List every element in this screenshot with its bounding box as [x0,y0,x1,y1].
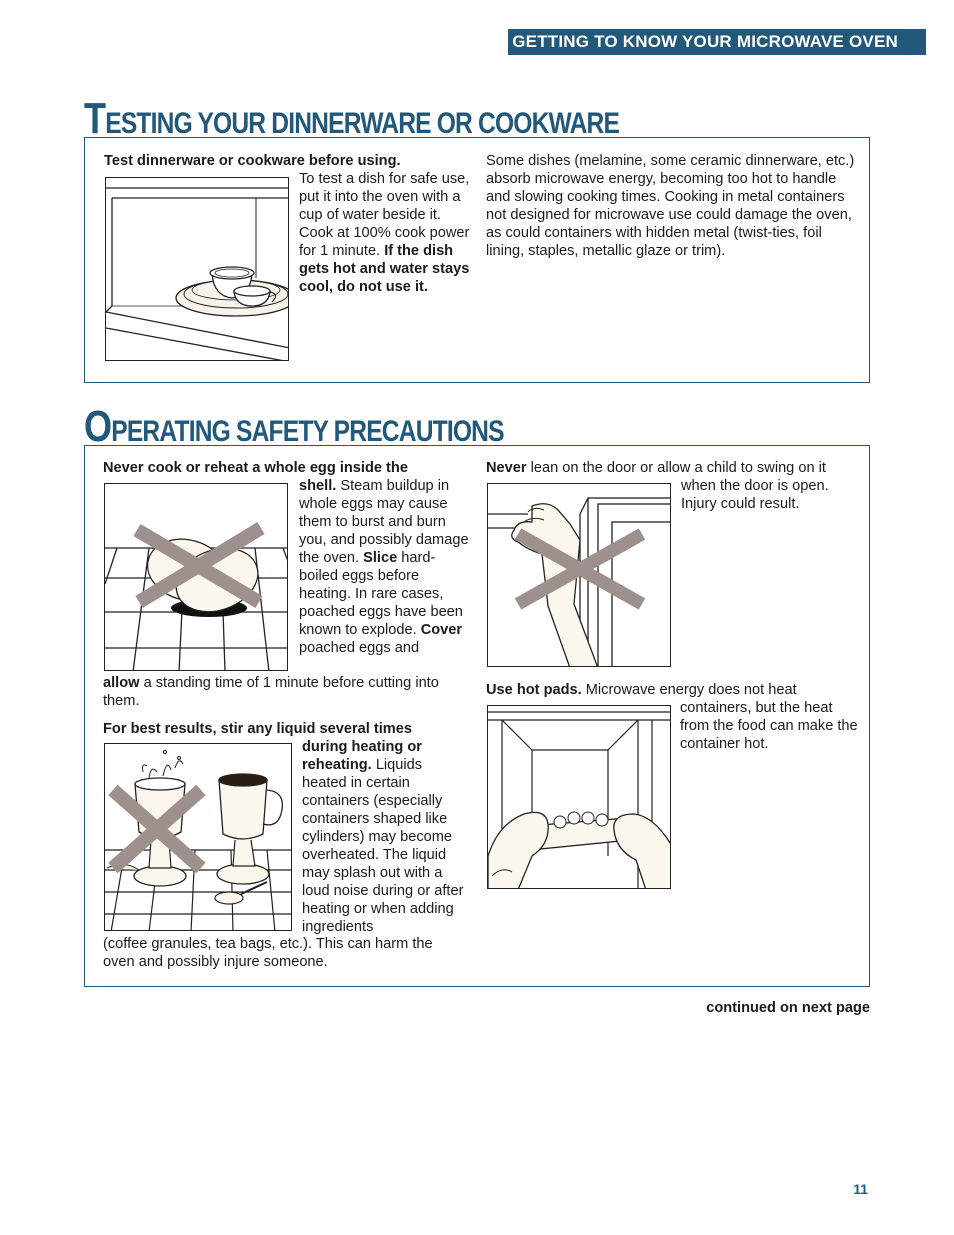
egg-body-cont: allow a standing time of 1 minute before cutting into them. [103,675,439,709]
title-rest: ESTING YOUR DINNERWARE OR COOKWARE [105,107,620,140]
egg-lead: Never cook or reheat a whole egg inside the [103,460,408,476]
continued-note: continued on next page [706,1000,870,1016]
section-header-bar: GETTING TO KNOW YOUR MICROWAVE OVEN [508,29,926,55]
mugs-illustration [104,743,292,931]
oven-dish-illustration [105,177,289,361]
title-initial: T [84,94,106,143]
testing-body: To test a dish for safe use, put it into the oven with a cup of water beside it. Cook at 100% cook power for 1 minute. If the dish gets hot and water stays cool, do not use it. [299,171,470,295]
oven-dish-drawing [106,178,289,361]
title-rest: PERATING SAFETY PRECAUTIONS [111,415,504,448]
door-lead: Never lean on the door or allow a child to swing on it [486,460,826,476]
testing-right-text: Some dishes (melamine, some ceramic dinnerware, etc.) absorb microwave energy, becoming too hot to handle and slowing cooking times. Cooking in metal containers not designed for microwave use could damage the oven, as could containers with hidden metal (twist-ties, foil lining, staples, metallic glaze or trim). [486,153,855,259]
liquid-lead: For best results, stir any liquid several times [103,721,413,737]
page-number: 11 [853,1181,868,1197]
pads-lead: Use hot pads. Microwave energy does not heat [486,682,797,698]
door-body: when the door is open. Injury could result. [681,478,829,512]
liquid-body-cont: (coffee granules, tea bags, etc.). This can harm the oven and possibly injure someone. [103,936,433,970]
pads-body: containers, but the heat from the food can make the container hot. [680,700,858,752]
door-drawing [488,484,671,667]
testing-lead: Test dinnerware or cookware before using. [104,153,401,169]
title-initial: O [84,402,112,451]
egg-body: shell. Steam buildup in whole eggs may cause them to burst and burn you, and possibly damage the oven. Slice hard-boiled eggs before heating. In rare cases, poached eggs have been known to explode. Cover poached eggs and [299,478,469,656]
egg-illustration [104,483,288,671]
liquid-body: during heating or reheating. Liquids heated in certain containers (especially containers shaped like cylinders) may become overheated. The liquid may splash out with a loud noise during or after heating or when adding ingredients [302,739,464,935]
door-hazard-illustration [487,483,671,667]
hot-pads-illustration [487,705,671,889]
mugs-drawing [105,744,292,931]
hot-pads-drawing [488,706,671,889]
egg-drawing [105,484,288,671]
